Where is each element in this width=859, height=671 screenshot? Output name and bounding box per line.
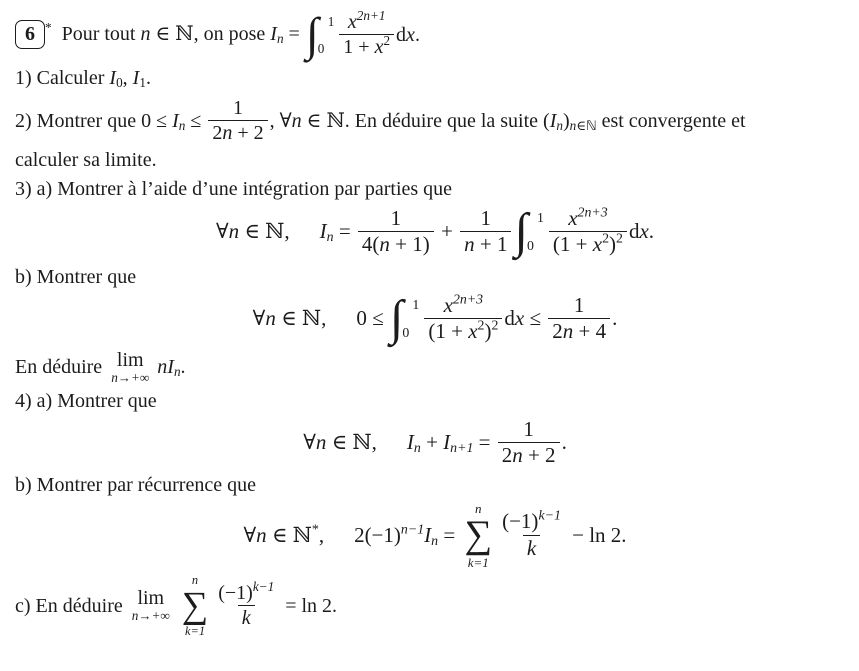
sum-lower-limit: k=1 [184, 624, 206, 639]
subscript-0: 0 [116, 74, 123, 90]
fraction-numerator [440, 293, 487, 319]
forall-group [303, 429, 377, 456]
period: . [612, 306, 618, 331]
fraction-denominator [548, 318, 610, 345]
fraction-denominator [339, 34, 394, 59]
differential-dx [629, 218, 654, 245]
math-I: I [424, 522, 432, 547]
math-d: d [628, 219, 640, 244]
in-natural-numbers: ∈ ℕ. [301, 109, 350, 132]
math-n: n [512, 443, 523, 468]
integrand-fraction [339, 10, 394, 60]
subscript-n: n [178, 117, 186, 133]
period: . [180, 356, 186, 379]
math-d: d [396, 23, 407, 46]
forall-group [216, 218, 290, 245]
zero-le: 0 ≤ [356, 306, 389, 331]
comma: , [318, 522, 325, 547]
question-2-label: 2) Montrer que [15, 109, 142, 132]
forall-group [253, 305, 327, 332]
question-2-start [15, 108, 206, 134]
question-3b-text: b) Montrer que [15, 265, 137, 288]
integral [389, 290, 420, 346]
lim-word: lim [116, 349, 144, 371]
deduire-text: En déduire que la suite [349, 109, 544, 132]
nIn-group [157, 354, 185, 380]
intro-pour-tout: Pour tout [51, 23, 141, 46]
comma: , [269, 109, 280, 132]
question-2-line1 [15, 96, 855, 146]
math-n: n [315, 429, 327, 454]
period: . [648, 219, 655, 244]
exponent-2: 2 [383, 33, 391, 49]
integrand-fraction [549, 206, 627, 258]
exponent-2n1: 2n+1 [356, 8, 386, 24]
exercise-header [15, 10, 855, 60]
math-I: I [319, 219, 327, 244]
in-natural-numbers: ∈ ℕ, [239, 219, 290, 244]
fraction-numerator: 1 [523, 416, 534, 441]
intro-on-pose: , on pose [193, 23, 271, 46]
exponent-k-minus-1: k−1 [538, 507, 561, 523]
outer-exponent: 2 [616, 230, 623, 246]
math-d: d [504, 306, 515, 331]
in-natural-numbers: ∈ ℕ, [275, 306, 327, 331]
math-I: I [549, 109, 557, 132]
integral-icon: ∫ [389, 290, 404, 346]
subscript-n: n [431, 532, 439, 548]
lim-word: lim [137, 587, 165, 610]
summation [182, 574, 208, 638]
subscript-n: n [326, 229, 334, 245]
den-coef: 2 [501, 443, 513, 468]
integral-lower-limit: 0 [526, 237, 534, 253]
minus-ln2: − ln 2. [566, 522, 627, 547]
math-x: x [468, 319, 478, 344]
outer-exponent: 2 [491, 318, 499, 334]
fraction-numerator [498, 509, 565, 535]
math-I: I [406, 429, 414, 454]
period: . [561, 429, 567, 454]
question-4b-label [15, 472, 855, 498]
lim-subscript: n→+∞ [131, 608, 170, 624]
den-close: ) [484, 319, 492, 344]
math-x: x [443, 292, 453, 317]
limite-text: calculer sa limite. [15, 148, 157, 171]
equals-sign: = [438, 522, 461, 547]
math-I: I [270, 23, 277, 46]
equation-3a [15, 203, 855, 259]
integral-icon: ∫ [514, 203, 528, 259]
forall-symbol: ∀ [215, 219, 229, 244]
question-2-end [270, 108, 746, 134]
dx-le [504, 305, 546, 332]
subscript-n: n [413, 440, 421, 456]
fraction-denominator [424, 318, 502, 345]
integral [514, 203, 544, 259]
math-n: n [379, 232, 390, 257]
integral-upper-limit: 1 [412, 297, 420, 313]
math-n: n [291, 109, 302, 132]
fraction-numerator [564, 206, 611, 232]
math-x: x [568, 205, 578, 230]
zero-le: 0 ≤ [141, 109, 173, 132]
integral-lower-limit: 0 [317, 40, 325, 56]
fraction-1-over-4n1 [358, 206, 434, 258]
integrand-fraction [424, 293, 502, 345]
exponent-k-minus-1: k−1 [252, 578, 275, 594]
deduire-text: En déduire [15, 356, 108, 379]
question-2-line2 [15, 147, 855, 173]
summation [464, 502, 492, 569]
equals-sign: = [283, 23, 305, 46]
math-n: n [228, 219, 240, 244]
math-n: n [562, 319, 574, 344]
forall-symbol: ∀ [279, 109, 292, 132]
equals-ln2: = ln 2. [280, 594, 338, 617]
limit [111, 349, 149, 386]
question-4a-text: 4) a) Montrer que [15, 389, 157, 412]
fraction-denominator [498, 442, 560, 469]
question-4c [15, 574, 855, 638]
question-3a-label [15, 176, 855, 202]
math-x: x [347, 11, 357, 33]
exercise-number: 6 [25, 23, 35, 46]
sigma-icon: ∑ [464, 512, 493, 556]
exponent-2n3: 2n+3 [577, 204, 608, 220]
den-tail: + 4 [573, 319, 607, 344]
limit [132, 587, 170, 624]
plus-sign: + [435, 219, 459, 244]
den-coef: 2 [552, 319, 563, 344]
math-x: x [639, 219, 649, 244]
den-open: (1 + [552, 232, 593, 257]
fraction-denominator: k [523, 535, 540, 562]
den-post: + 1 [474, 232, 508, 257]
minus-one: (−1) [502, 509, 539, 534]
question-4a-label [15, 388, 855, 414]
den-tail: + 2 [232, 122, 264, 145]
fraction-denominator [549, 231, 627, 258]
fraction-denominator [208, 120, 267, 145]
question-4b-text: b) Montrer par récurrence que [15, 473, 256, 496]
differential-dx [396, 22, 420, 48]
den-close: ) [609, 232, 617, 257]
In-equals [320, 218, 356, 245]
paren-open: ( [543, 109, 550, 132]
integral-upper-limit: 1 [536, 209, 544, 225]
in-natural-numbers: ∈ ℕ [266, 522, 312, 547]
integral-limits [526, 209, 544, 255]
le-sign: ≤ [524, 306, 547, 331]
period: . [145, 66, 151, 89]
forall-symbol: ∀ [252, 306, 266, 331]
sigma-icon: ∑ [181, 585, 209, 627]
fraction-numerator: 1 [573, 292, 585, 317]
den-coef: 2 [212, 122, 223, 145]
lim-subscript: n→+∞ [111, 370, 150, 385]
fraction-denominator: k [238, 605, 255, 630]
math-n: n [222, 122, 233, 145]
fraction-numerator: 1 [390, 205, 402, 230]
subscript-n: n [276, 31, 284, 47]
question-1-label: 1) Calculer [15, 66, 110, 89]
question-1-text [15, 65, 151, 91]
math-I: I [132, 66, 140, 89]
fraction-numerator [214, 578, 278, 605]
series-term-fraction [498, 509, 565, 561]
math-x: x [406, 23, 415, 46]
nstar-superscript: * [311, 521, 319, 537]
math-I: I [172, 109, 179, 132]
result-fraction [498, 417, 560, 469]
math-n: n [256, 522, 267, 547]
question-3b-deduce [15, 349, 855, 386]
math-I: I [167, 356, 174, 379]
equals-sign: = [473, 429, 496, 454]
fraction-numerator: 1 [232, 96, 243, 119]
math-n: n [265, 306, 276, 331]
subscript-1: 1 [139, 74, 146, 90]
paren-close: ) [562, 109, 570, 132]
inner-exponent: 2 [602, 230, 610, 246]
equals-sign: = [333, 219, 356, 244]
integral-limits [404, 296, 419, 342]
period: . [414, 23, 420, 46]
math-x: x [514, 306, 525, 331]
in-natural-numbers: ∈ ℕ, [326, 429, 377, 454]
den-open: (1 + [428, 319, 469, 344]
inner-exponent: 2 [477, 318, 485, 334]
fraction-numerator [344, 10, 390, 34]
convergente-text: est convergente et [596, 109, 746, 132]
series-term-fraction [214, 578, 278, 631]
subscript-n: n [556, 117, 563, 133]
fraction-denominator [358, 231, 434, 258]
integral-icon: ∫ [305, 8, 319, 61]
math-n: n [464, 232, 475, 257]
forall-group [243, 522, 324, 549]
den-tail: + 2 [522, 443, 556, 468]
subscript-n1: n+1 [450, 440, 474, 456]
math-x: x [592, 232, 603, 257]
exponent-2n3: 2n+3 [452, 291, 484, 307]
exponent-n-minus-1: n−1 [400, 521, 425, 537]
exercise-number-box [15, 20, 45, 49]
bound-fraction [548, 293, 610, 345]
coef-2-minus1: 2(−1) [354, 522, 401, 547]
question-3a-text: 3) a) Montrer à l’aide d’une intégration par parties que [15, 177, 453, 200]
integral-lower-limit: 0 [402, 324, 410, 340]
coefficient-group [354, 522, 460, 549]
le-sign: ≤ [185, 109, 207, 132]
den-text: 1 + [343, 36, 375, 59]
bound-fraction [208, 96, 267, 146]
plus-sign: + [420, 429, 444, 454]
math-n: n [157, 356, 168, 379]
integral-upper-limit: 1 [327, 14, 335, 30]
question-4c-text: c) En déduire [15, 594, 128, 617]
den-post: + 1) [389, 232, 430, 257]
fraction-denominator [460, 231, 511, 258]
equation-4a [15, 417, 855, 469]
minus-one: (−1) [218, 581, 253, 604]
In-plus-In1-equals [407, 429, 496, 456]
math-n: n [140, 23, 151, 46]
sequence-subscript: n∈ℕ [569, 117, 597, 133]
question-3b-label [15, 264, 855, 290]
math-x: x [374, 36, 384, 59]
exercise-intro-text [15, 20, 305, 49]
equation-4b [15, 502, 855, 569]
question-1 [15, 65, 855, 91]
comma: , [122, 66, 133, 89]
sum-lower-limit: k=1 [467, 554, 489, 570]
subscript-n: n [173, 364, 181, 380]
math-I: I [443, 429, 451, 454]
integral-limits [317, 13, 335, 57]
equation-3b [15, 290, 855, 346]
sum-upper-limit: n [191, 572, 199, 587]
forall-symbol: ∀ [303, 429, 316, 454]
fraction-numerator: 1 [480, 205, 492, 230]
den-pre: 4( [361, 232, 380, 257]
forall-symbol: ∀ [243, 522, 257, 547]
math-I: I [109, 66, 117, 89]
sum-upper-limit: n [474, 500, 482, 516]
exercise-difficulty-star: * [45, 20, 52, 36]
integral [305, 8, 335, 61]
fraction-1-over-n1 [460, 206, 511, 258]
in-natural-numbers: ∈ ℕ [150, 23, 194, 46]
